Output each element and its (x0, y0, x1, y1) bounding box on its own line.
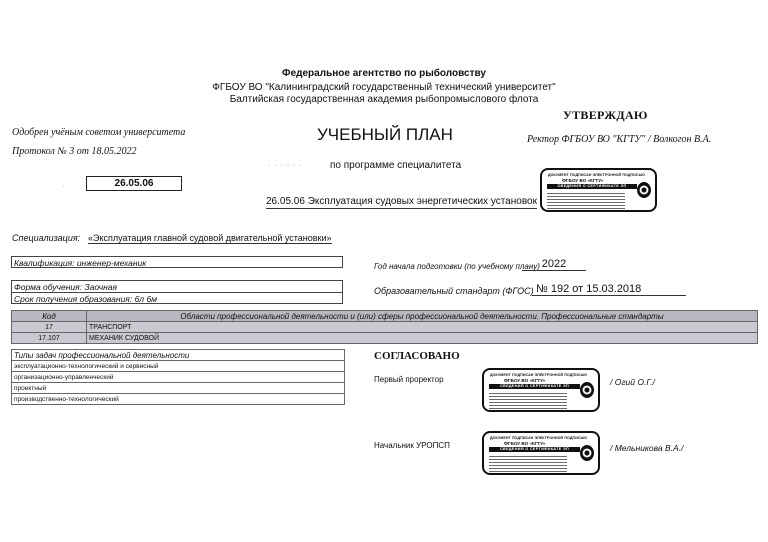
area-name: МЕХАНИК СУДОВОЙ (87, 333, 758, 344)
approve-by: Ректор ФГБОУ ВО "КГТУ" / Волкогон В.А. (527, 134, 712, 145)
approve-title: УТВЕРЖДАЮ (563, 108, 648, 122)
standard-value: № 192 от 15.03.2018 (532, 283, 686, 296)
signer-role-head-uropsp: Начальник УРОПСП (374, 441, 450, 450)
col-code: Код (12, 311, 87, 322)
e-signature-stamp-rector (540, 168, 657, 212)
stamp-details (489, 454, 567, 472)
table-row (12, 333, 758, 344)
area-name: ТРАНСПОРТ (87, 322, 758, 333)
faint-dots: · · · · · · (268, 162, 303, 169)
seal-icon (580, 382, 594, 398)
start-year-label: Год начала подготовки (по учебному плану) (374, 262, 540, 271)
stamp-bar: СВЕДЕНИЯ О СЕРТИФИКАТЕ ЭП (489, 384, 580, 389)
area-code: 17 (12, 322, 87, 333)
stamp-bar: СВЕДЕНИЯ О СЕРТИФИКАТЕ ЭП (489, 447, 580, 452)
program-type: по программе специалитета (330, 160, 462, 171)
stamp-org: ФГБОУ ВО «КГТУ» (504, 378, 546, 383)
header-university: ФГБОУ ВО "Калининградский государственный технический университет" (212, 82, 556, 93)
program-direction: 26.05.06 Эксплуатация судовых энергетических установок (266, 196, 537, 207)
agreed-title: СОГЛАСОВАНО (374, 350, 460, 362)
stamp-header: ДОКУМЕНТ ПОДПИСАН ЭЛЕКТРОННОЙ ПОДПИСЬЮ (490, 436, 588, 440)
study-term: Срок получения образования: 6л 6м (11, 292, 343, 304)
specialization-value: «Эксплуатация главной судовой двигательной установки» (88, 233, 332, 243)
qualification: Квалификация: инженер-механик (11, 256, 343, 268)
table-header-row (12, 311, 758, 322)
specialization-label: Специализация: (12, 233, 81, 243)
e-signature-stamp-head (482, 431, 600, 475)
header-academy: Балтийская государственная академия рыбопромыслового флота (229, 94, 539, 105)
professional-areas-table (11, 310, 758, 344)
stamp-header: ДОКУМЕНТ ПОДПИСАН ЭЛЕКТРОННОЙ ПОДПИСЬЮ (548, 173, 646, 177)
task-type: эксплуатационно-технологический и сервисный (12, 361, 345, 372)
program-code-box: 26.05.06 (86, 176, 182, 191)
standard-label: Образовательный стандарт (ФГОС) (374, 286, 534, 296)
start-year-value: 2022 (522, 258, 586, 271)
signer-name: / Огий О.Г./ (610, 377, 655, 387)
task-type: производственно-технологический (12, 394, 345, 405)
stamp-header: ДОКУМЕНТ ПОДПИСАН ЭЛЕКТРОННОЙ ПОДПИСЬЮ (490, 373, 588, 377)
signer-name: / Мельникова В.А./ (610, 443, 684, 453)
task-types-table (11, 349, 345, 405)
study-form: Форма обучения: Заочная (11, 280, 343, 292)
task-type: организационно-управленческий (12, 372, 345, 383)
seal-icon (580, 445, 594, 461)
seal-icon (637, 182, 651, 198)
table-row (12, 322, 758, 333)
stamp-org: ФГБОУ ВО «КГТУ» (504, 441, 546, 446)
protocol: Протокол № 3 от 18.05.2022 (12, 146, 137, 157)
council-approval: Одобрен учёным советом университета (12, 127, 186, 138)
area-code: 17.107 (12, 333, 87, 344)
stamp-details (489, 391, 567, 409)
task-type: проектный (12, 383, 345, 394)
task-types-title: Типы задач профессиональной деятельности (12, 350, 345, 361)
e-signature-stamp-vice-rector (482, 368, 600, 412)
stamp-details (547, 191, 625, 209)
col-areas: Области профессиональной деятельности и (или) сферы профессиональной деятельности. Профессиональные стандарты (87, 311, 758, 322)
faint-dot: · (62, 183, 66, 190)
plan-title: УЧЕБНЫЙ ПЛАН (317, 125, 453, 144)
stamp-bar: СВЕДЕНИЯ О СЕРТИФИКАТЕ ЭП (547, 184, 637, 189)
header-agency: Федеральное агентство по рыболовству (282, 68, 486, 79)
signer-role-first-vice-rector: Первый проректор (374, 375, 444, 384)
stamp-org: ФГБОУ ВО «КГТУ» (562, 178, 604, 183)
